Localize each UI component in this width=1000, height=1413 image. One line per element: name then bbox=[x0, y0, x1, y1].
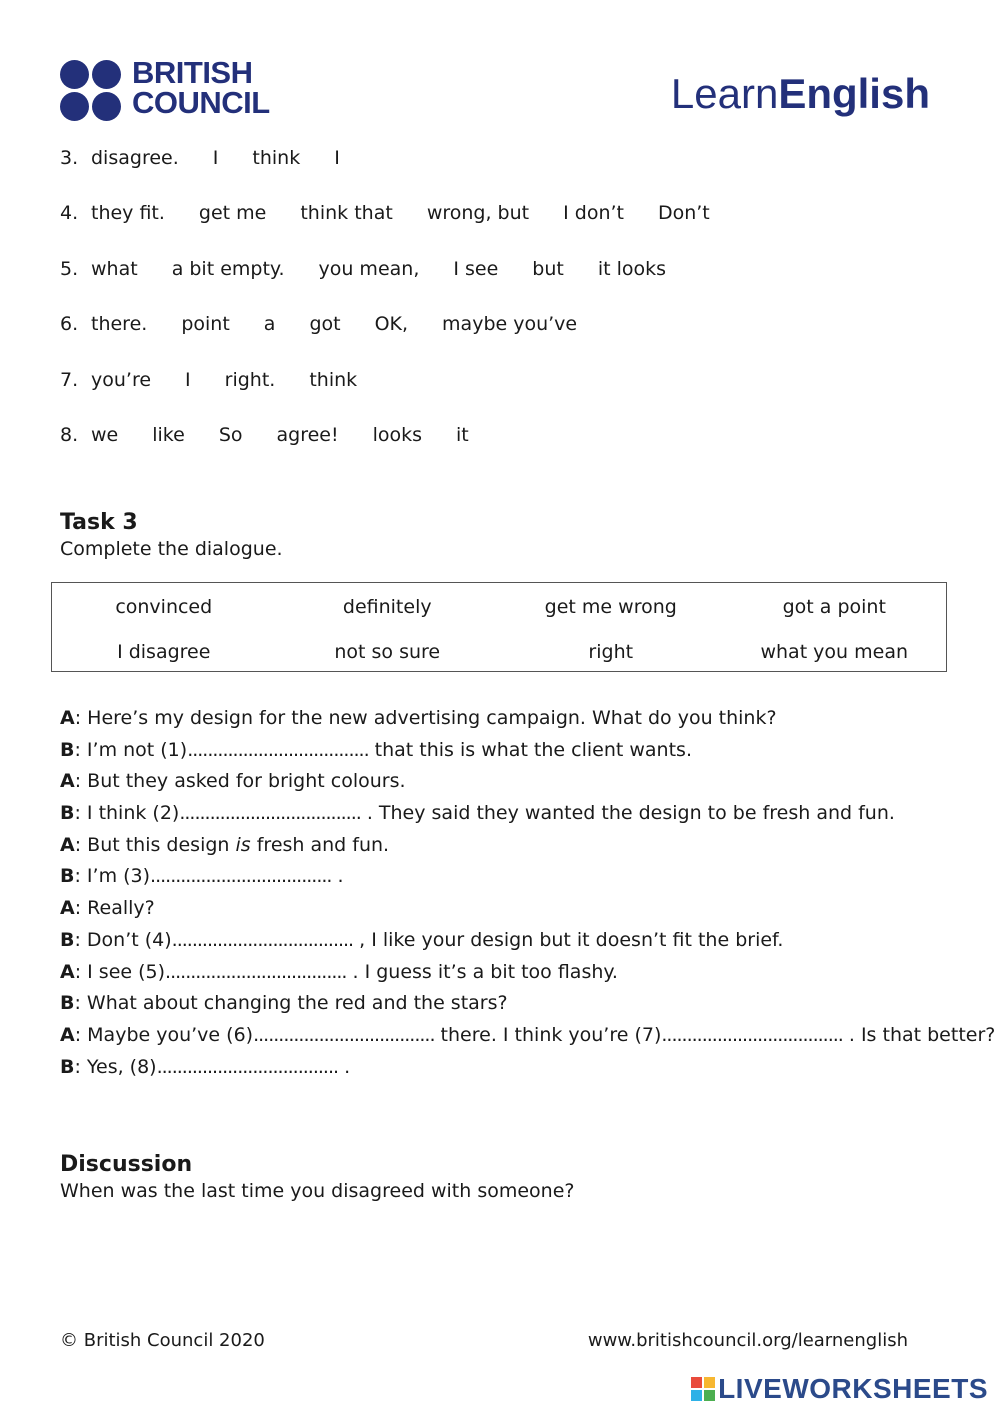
scrambled-word: it bbox=[456, 423, 469, 446]
british-council-line1: BRITISH bbox=[132, 55, 253, 90]
scrambled-word: agree! bbox=[276, 423, 339, 446]
scrambled-word: there. bbox=[91, 313, 148, 336]
speaker-label: A bbox=[60, 833, 75, 856]
scrambled-word: I bbox=[334, 147, 340, 169]
word-bank-item: got a point bbox=[782, 596, 886, 618]
scrambled-word: it looks bbox=[597, 257, 667, 280]
answer-gap[interactable]: .................................... bbox=[661, 1023, 843, 1046]
dialogue-text: : I think (2) bbox=[74, 802, 180, 825]
scrambled-word: think bbox=[309, 368, 358, 391]
scrambled-word: got bbox=[309, 313, 341, 336]
dialogue-text: : I’m not (1) bbox=[74, 738, 188, 761]
dialogue-text: fresh and fun. bbox=[250, 833, 390, 856]
scrambled-word: they fit. bbox=[91, 202, 165, 225]
dialogue-line bbox=[60, 893, 995, 925]
dialogue-text: . They said they wanted the design to be fresh and fun. bbox=[360, 802, 895, 825]
scrambled-word: like bbox=[152, 423, 185, 446]
scrambled-word: but bbox=[532, 257, 564, 280]
scrambled-word: I see bbox=[453, 257, 499, 280]
word-bank-item: right bbox=[588, 641, 634, 663]
dialogue-line bbox=[60, 703, 995, 735]
speaker-label: A bbox=[60, 707, 75, 729]
scrambled-word: I bbox=[212, 147, 219, 169]
british-council-line2: COUNCIL bbox=[132, 85, 270, 120]
scrambled-word: So bbox=[218, 423, 243, 446]
footer-url: www.britishcouncil.org/learnenglish bbox=[587, 1330, 908, 1351]
scrambled-word: I don’t bbox=[563, 202, 624, 225]
word-bank-item: I disagree bbox=[117, 641, 211, 663]
dialogue-text: : Here’s my design for the new advertising campaign. What do you think? bbox=[74, 707, 777, 729]
learn-part2: English bbox=[778, 70, 930, 117]
speaker-label: B bbox=[60, 1055, 75, 1078]
dialogue-text: is bbox=[235, 833, 251, 856]
dialogue-text: : Don’t (4) bbox=[74, 928, 172, 951]
answer-gap[interactable]: .................................... bbox=[253, 1023, 435, 1046]
dialogue-text: : But they asked for bright colours. bbox=[74, 770, 406, 793]
answer-gap[interactable]: .................................... bbox=[179, 802, 361, 825]
scrambled-word: get me bbox=[198, 202, 267, 225]
speaker-label: A bbox=[60, 1023, 75, 1046]
discussion-question: When was the last time you disagreed with someone? bbox=[60, 1180, 575, 1202]
answer-gap[interactable]: .................................... bbox=[165, 960, 347, 983]
scrambled-word: you mean, bbox=[318, 257, 420, 280]
scrambled-sentences-list bbox=[60, 144, 744, 476]
liveworksheets-squares-icon bbox=[691, 1377, 715, 1401]
speaker-label: B bbox=[60, 865, 75, 888]
scrambled-word: what bbox=[91, 257, 138, 280]
answer-gap[interactable]: .................................... bbox=[150, 865, 332, 888]
dialogue-text: . Is that better? bbox=[842, 1023, 996, 1046]
dialogue-line bbox=[60, 1020, 995, 1052]
liveworksheets-logo bbox=[691, 1373, 988, 1405]
learnenglish-logo bbox=[671, 70, 930, 118]
scrambled-word: maybe you’ve bbox=[442, 313, 578, 336]
answer-gap[interactable]: .................................... bbox=[156, 1055, 339, 1078]
exercise-row bbox=[60, 144, 744, 199]
footer-copyright: © British Council 2020 bbox=[60, 1330, 265, 1351]
task3-instruction: Complete the dialogue. bbox=[60, 538, 283, 560]
dialogue-line bbox=[60, 988, 995, 1020]
exercise-number: 3. bbox=[60, 147, 79, 169]
exercise-number: 6. bbox=[60, 313, 79, 336]
scrambled-word: think bbox=[252, 147, 301, 169]
exercise-row bbox=[60, 366, 744, 421]
word-bank-item: convinced bbox=[115, 596, 213, 618]
scrambled-word: we bbox=[91, 423, 119, 446]
dialogue bbox=[60, 703, 995, 1083]
word-bank-item: get me wrong bbox=[544, 596, 677, 618]
word-bank-grid bbox=[52, 583, 946, 675]
speaker-label: B bbox=[60, 928, 75, 951]
dialogue-line bbox=[60, 798, 995, 830]
speaker-label: A bbox=[60, 897, 75, 920]
exercise-number: 8. bbox=[60, 423, 79, 446]
scrambled-word: disagree. bbox=[91, 147, 179, 169]
discussion-title: Discussion bbox=[60, 1152, 193, 1177]
dialogue-line bbox=[60, 861, 995, 893]
word-bank-box bbox=[51, 582, 947, 672]
answer-gap[interactable]: .................................... bbox=[171, 928, 354, 951]
exercise-row bbox=[60, 310, 744, 365]
exercise-number: 4. bbox=[60, 202, 79, 225]
scrambled-word: think that bbox=[300, 202, 393, 225]
dialogue-text: that this is what the client wants. bbox=[368, 738, 692, 761]
dialogue-line bbox=[60, 830, 995, 862]
dialogue-text: : What about changing the red and the stars? bbox=[74, 992, 508, 1015]
scrambled-word: Don’t bbox=[657, 202, 710, 225]
exercise-row bbox=[60, 199, 744, 254]
word-bank-item: not so sure bbox=[334, 641, 441, 663]
scrambled-word: point bbox=[181, 313, 230, 336]
dialogue-text: . bbox=[331, 865, 344, 888]
answer-gap[interactable]: .................................... bbox=[187, 738, 369, 761]
speaker-label: A bbox=[60, 770, 75, 793]
speaker-label: A bbox=[60, 960, 75, 983]
exercise-number: 5. bbox=[60, 257, 79, 280]
dialogue-text: : I’m (3) bbox=[74, 865, 151, 888]
dialogue-line bbox=[60, 766, 995, 798]
exercise-row bbox=[60, 255, 744, 310]
dialogue-line bbox=[60, 1052, 995, 1084]
task3-title: Task 3 bbox=[60, 510, 138, 535]
scrambled-word: a bbox=[263, 313, 276, 336]
scrambled-word: I bbox=[185, 368, 191, 391]
dialogue-text: . bbox=[338, 1055, 351, 1078]
dialogue-line bbox=[60, 925, 995, 957]
british-council-wordmark bbox=[132, 55, 270, 120]
liveworksheets-wordmark: LIVEWORKSHEETS bbox=[718, 1373, 988, 1404]
word-bank-item: what you mean bbox=[760, 641, 909, 663]
dialogue-text: : But this design bbox=[74, 833, 236, 856]
word-bank-item: definitely bbox=[342, 596, 432, 618]
dialogue-text: : I see (5) bbox=[74, 960, 166, 983]
speaker-label: B bbox=[60, 802, 75, 825]
speaker-label: B bbox=[60, 992, 75, 1015]
scrambled-word: right. bbox=[224, 368, 276, 391]
exercise-row bbox=[60, 421, 744, 476]
dialogue-line bbox=[60, 957, 995, 989]
learn-part1: Learn bbox=[670, 70, 779, 117]
dialogue-text: : Yes, (8) bbox=[74, 1055, 157, 1078]
dialogue-line bbox=[60, 735, 995, 767]
dialogue-text: there. I think you’re (7) bbox=[434, 1023, 662, 1046]
dialogue-text: , I like your design but it doesn’t fit the brief. bbox=[353, 928, 784, 951]
dialogue-text: . I guess it’s a bit too flashy. bbox=[346, 960, 618, 983]
dialogue-text: : Maybe you’ve (6) bbox=[74, 1023, 254, 1046]
scrambled-word: a bit empty. bbox=[171, 257, 285, 280]
speaker-label: B bbox=[60, 738, 75, 761]
exercise-number: 7. bbox=[60, 368, 79, 391]
british-council-dots-icon bbox=[60, 60, 122, 122]
scrambled-word: you’re bbox=[91, 368, 152, 391]
scrambled-word: looks bbox=[372, 423, 423, 446]
scrambled-word: wrong, but bbox=[426, 202, 530, 225]
scrambled-word: OK, bbox=[374, 313, 409, 336]
dialogue-text: : Really? bbox=[74, 897, 155, 920]
